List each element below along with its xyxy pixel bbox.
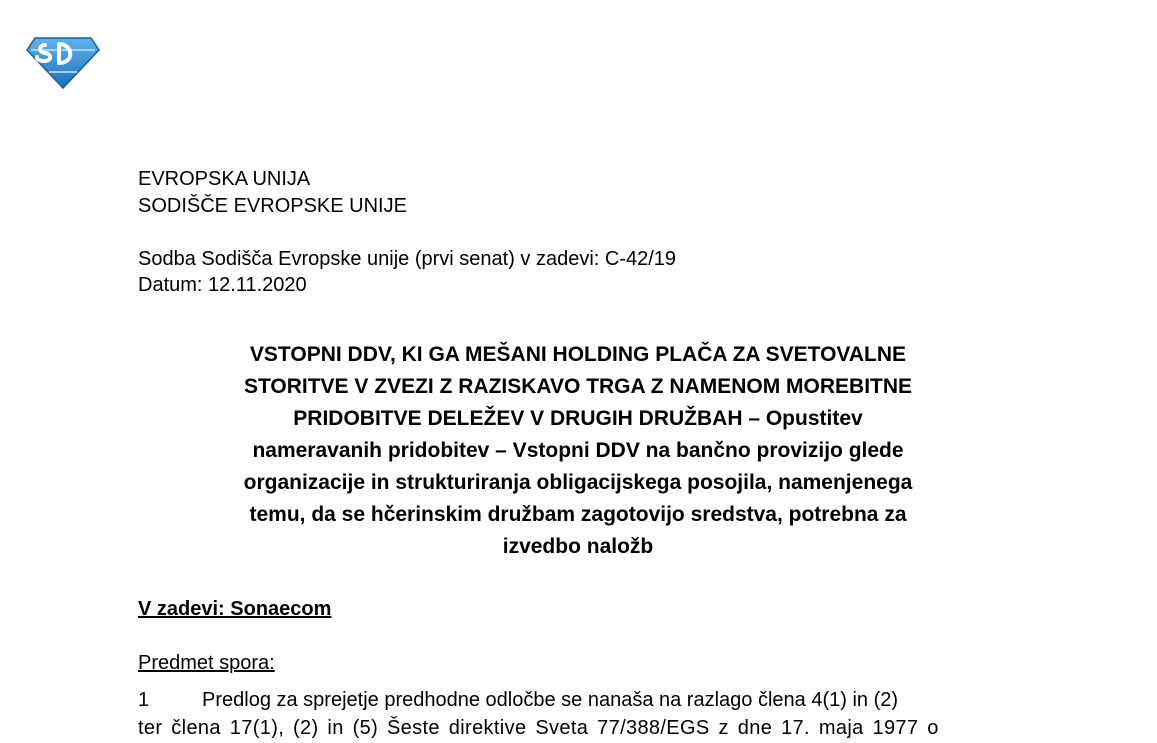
court-logo-icon	[25, 36, 101, 90]
case-ruling: Sodba Sodišča Evropske unije (prvi senat) v zadevi: C-42/19	[138, 248, 677, 270]
subject-heading: Predmet spora:	[138, 652, 275, 674]
header-line-court: SODIŠČE EVROPSKE UNIJE	[138, 195, 407, 217]
title-line: nameravanih pridobitev – Vstopni DDV na bančno provizijo glede	[252, 439, 904, 462]
paragraph-line-1	[138, 686, 1020, 714]
paragraph-text-2: ter člena 17(1), (2) in (5) Šeste direktive Sveta 77/388/EGS z dne 17. maja 1977 o	[138, 717, 939, 739]
title-line: VSTOPNI DDV, KI GA MEŠANI HOLDING PLAČA ZA SVETOVALNE	[249, 343, 907, 366]
paragraph-number: 1	[138, 689, 150, 711]
case-date: Datum: 12.11.2020	[138, 274, 307, 296]
title-line: PRIDOBITVE DELEŽEV V DRUGIH DRUŽBAH – Opustitev	[293, 407, 863, 430]
title-line: temu, da se hčerinskim družbam zagotovijo sredstva, potrebna za	[249, 503, 907, 526]
header-block	[138, 166, 407, 220]
title-line: STORITVE V ZVEZI Z RAZISKAVO TRGA Z NAMENOM MOREBITNE	[243, 375, 913, 398]
title-line: izvedbo naložb	[502, 535, 654, 558]
title-line: organizacije in strukturiranja obligacijskega posojila, namenjenega	[243, 471, 913, 494]
paragraph-text-1: Predlog za sprejetje predhodne odločbe se nanaša na razlago člena 4(1) in (2)	[202, 689, 899, 711]
paragraph-1	[138, 686, 1020, 742]
case-info	[138, 246, 676, 298]
header-line-eu: EVROPSKA UNIJA	[138, 168, 311, 190]
court-logo	[25, 36, 101, 90]
case-name: V zadevi: Sonaecom	[138, 598, 332, 620]
document-title	[138, 339, 1018, 563]
